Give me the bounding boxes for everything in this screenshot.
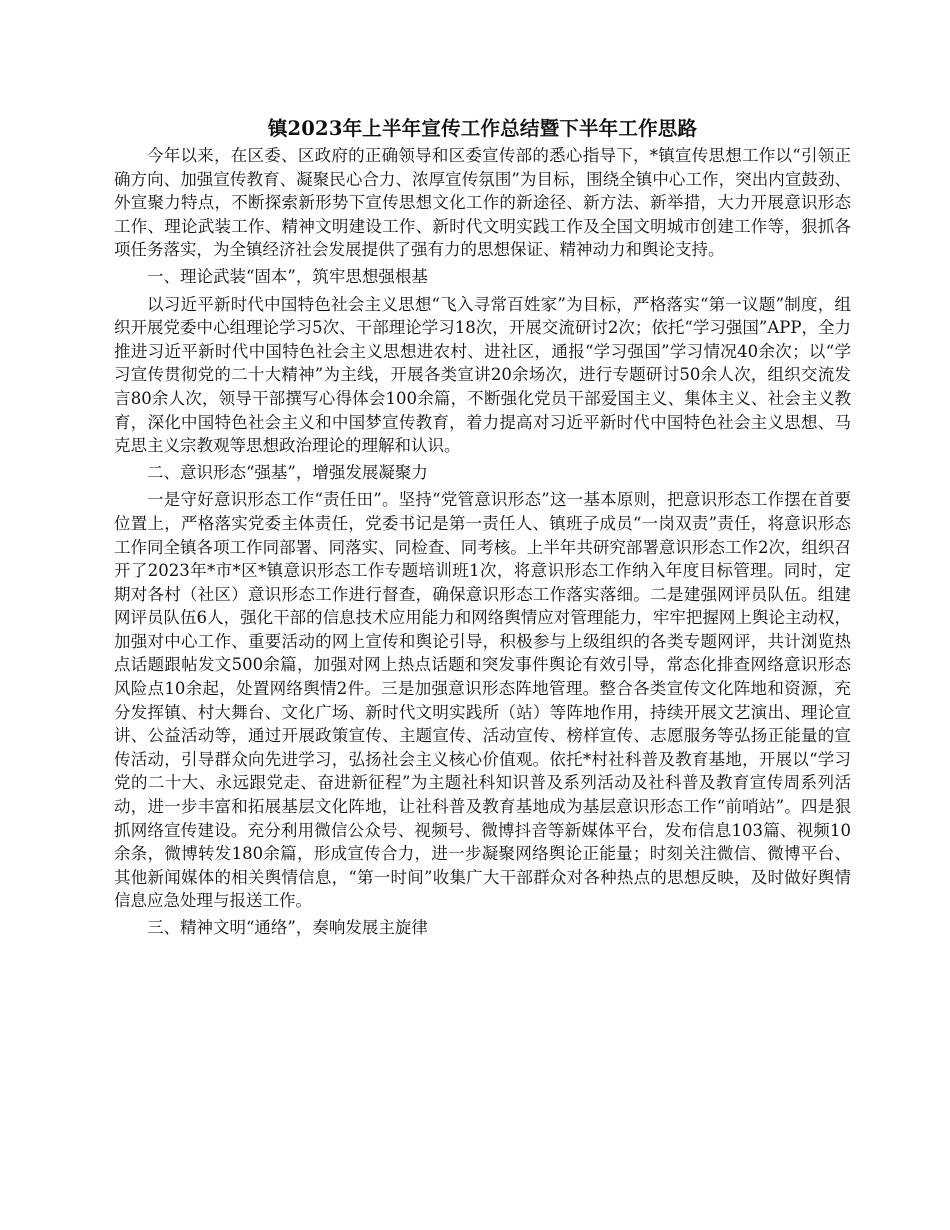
section-1-paragraph: 以习近平新时代中国特色社会主义思想“飞入寻常百姓家”为目标，严格落实“第一议题”制度，组织开展党委中心组理论学习5次、干部理论学习18次，开展交流研讨2次；依托“学习强国”APP，全力推进习近平新时代中国特色社会主义思想进农村、进社区，通报“学习强国”学习情况40余次；以“学习宣传贯彻党的二十大精神”为主线，开展各类宣讲20余场次，进行专题研讨50余人次，组织交流发言80余人次，领导干部撰写心得体会100余篇，不断强化党员干部爱国主义、集体主义、社会主义教育，深化中国特色社会主义和中国梦宣传教育，着力提高对习近平新时代中国特色社会主义思想、马克思主义宗教观等思想政治理论的理解和认识。 — [114, 294, 851, 456]
document-page — [114, 116, 851, 944]
document-title: 镇2023年上半年宣传工作总结暨下半年工作思路 — [267, 117, 698, 140]
intro-paragraph: 今年以来，在区委、区政府的正确领导和区委宣传部的悉心指导下，*镇宣传思想工作以“引领正确方向、加强宣传教育、凝聚民心合力、浓厚宣传氛围”为目标，围绕全镇中心工作，突出内宣鼓劲、外宣聚力特点，不断探索新形势下宣传思想文化工作的新途径、新方法、新举措，大力开展意识形态工作、理论武装工作、精神文明建设工作、新时代文明实践工作及全国文明城市创建工作等，狠抓各项任务落实，为全镇经济社会发展提供了强有力的思想保证、精神动力和舆论支持。 — [114, 146, 851, 260]
section-heading-1: 一、理论武装“固本”，筑牢思想强根基 — [147, 266, 428, 286]
section-heading-3: 三、精神文明“通络”，奏响发展主旋律 — [147, 918, 428, 937]
section-2-paragraph: 一是守好意识形态工作“责任田”。坚持“党管意识形态”这一基本原则，把意识形态工作摆在首要位置上，严格落实党委主体责任，党委书记是第一责任人、镇班子成员“一岗双责”责任，将意识形态工作同全镇各项工作同部署、同落实、同检查、同考核。上半年共研究部署意识形态工作2次，组织召开了2023年*市*区*镇意识形态工作专题培训班1次，将意识形态工作纳入年度目标管理。同时，定期对各村（社区）意识形态工作进行督查，确保意识形态工作落实落细。二是建强网评员队伍。组建网评员队伍6人，强化干部的信息技术应用能力和网络舆情应对管理能力，牢牢把握网上舆论主动权，加强对中心工作、重要活动的网上宣传和舆论引导，积极参与上级组织的各类专题网评，共计浏览热点话题跟帖发文500余篇，加强对网上热点话题和突发事件舆论有效引导，常态化排查网络意识形态风险点10余起，处置网络舆情2件。三是加强意识形态阵地管理。整合各类宣传文化阵地和资源，充分发挥镇、村大舞台、文化广场、新时代文明实践所（站）等阵地作用，持续开展文艺演出、理论宣讲、公益活动等，通过开展政策宣传、主题宣传、活动宣传、榜样宣传、志愿服务等弘扬正能量的宣传活动，引导群众向先进学习，弘扬社会主义核心价值观。依托*村社科普及教育基地，开展以“学习党的二十大、永远跟党走、奋进新征程”为主题社科知识普及系列活动及社科普及教育宣传周系列活动，进一步丰富和拓展基层文化阵地，让社科普及教育基地成为基层意识形态工作“前哨站”。四是狠抓网络宣传建设。充分利用微信公众号、视频号、微博抖音等新媒体平台，发布信息103篇、视频10余条，微博转发180余篇，形成宣传合力，进一步凝聚网络舆论正能量；时刻关注微信、微博平台、其他新闻媒体的相关舆情信息，“第一时间”收集广大干部群众对各种热点的思想反映，及时做好舆情信息应急处理与报送工作。 — [114, 490, 851, 911]
section-heading-2: 二、意识形态“强基”，增强发展凝聚力 — [147, 462, 428, 482]
